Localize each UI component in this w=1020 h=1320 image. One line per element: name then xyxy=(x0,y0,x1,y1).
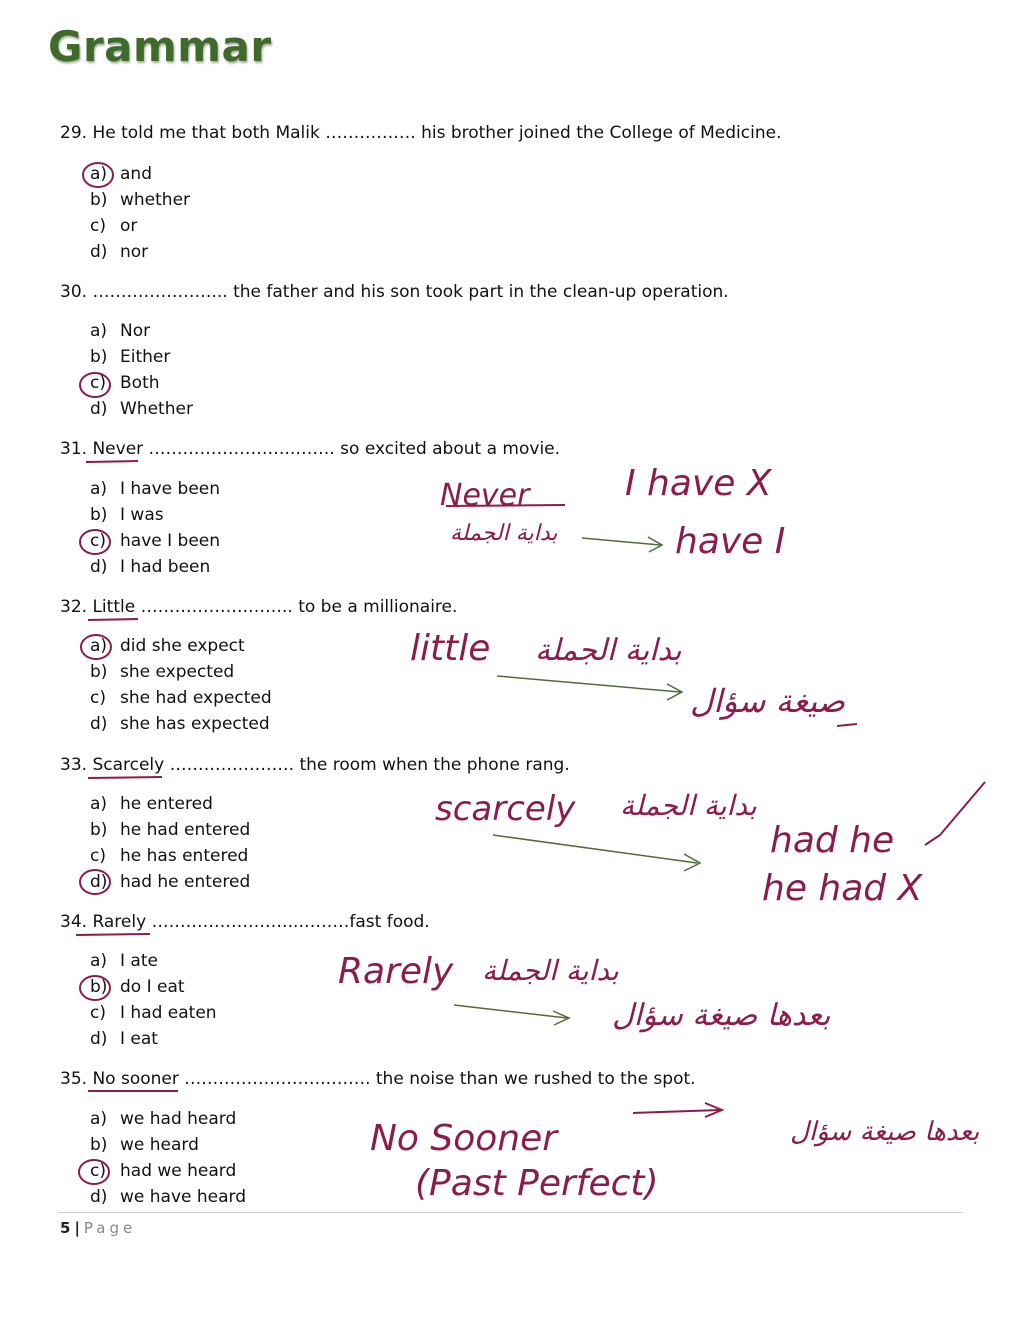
note-past-perfect: (Past Perfect) xyxy=(415,1163,659,1204)
option-d[interactable]: d) I eat xyxy=(90,1029,158,1049)
question-blank: ……………. xyxy=(319,123,422,143)
question-number: 31. xyxy=(60,439,88,459)
note-rarely: Rarely xyxy=(338,951,454,992)
arrow-line xyxy=(633,1103,722,1117)
question-post: so excited about a movie. xyxy=(340,439,561,459)
question-number: 29. xyxy=(60,123,88,143)
question-30 xyxy=(60,282,729,302)
options-34 xyxy=(90,948,217,1052)
arrow-line xyxy=(582,537,662,552)
question-pre: Rarely xyxy=(92,912,147,932)
note-he-had: he had X xyxy=(762,868,923,909)
question-post: fast food. xyxy=(349,912,430,932)
option-b[interactable]: b) do I eat xyxy=(90,977,185,997)
option-b[interactable]: b) we heard xyxy=(90,1135,199,1155)
option-b[interactable]: b) she expected xyxy=(90,662,235,682)
option-a[interactable]: a) he entered xyxy=(90,794,213,814)
note-arabic: بعدها صيغة سؤال xyxy=(790,1117,980,1147)
option-a[interactable]: a) did she expect xyxy=(90,636,245,656)
question-pre: Never xyxy=(92,439,144,459)
page-footer xyxy=(60,1219,136,1237)
options-35 xyxy=(90,1106,246,1210)
underline xyxy=(76,934,150,935)
note-arabic: صيغة سؤال xyxy=(690,682,846,720)
question-blank: …………………... xyxy=(92,282,234,302)
footer-separator: | xyxy=(74,1219,80,1237)
option-d[interactable]: d) nor xyxy=(90,242,149,262)
option-c[interactable]: c) I had eaten xyxy=(90,1003,217,1023)
arrow-line xyxy=(493,835,700,871)
question-number: 35. xyxy=(60,1069,88,1089)
underline xyxy=(86,461,138,462)
check-mark xyxy=(925,782,985,845)
note-arabic: بداية الجملة xyxy=(482,954,619,987)
option-d[interactable]: d) I had been xyxy=(90,557,211,577)
option-c[interactable]: c) have I been xyxy=(90,531,221,551)
option-a[interactable]: a) I have been xyxy=(90,479,221,499)
option-b[interactable]: b) whether xyxy=(90,190,191,210)
option-a[interactable]: a) I ate xyxy=(90,951,158,971)
question-33 xyxy=(60,755,570,775)
options-31 xyxy=(90,476,220,580)
question-blank: ……………….…….. xyxy=(135,597,299,617)
option-c[interactable]: c) or xyxy=(90,216,138,236)
question-post: the noise than we rushed to the spot. xyxy=(375,1069,696,1089)
question-blank: ……………………..……. xyxy=(178,1069,376,1089)
question-34 xyxy=(60,912,430,932)
note-no-sooner: No Sooner xyxy=(370,1118,558,1159)
options-29 xyxy=(90,161,190,265)
question-35 xyxy=(60,1069,696,1089)
question-pre: He told me that both Malik xyxy=(92,123,320,143)
question-pre: Scarcely xyxy=(92,755,165,775)
option-c[interactable]: c) she had expected xyxy=(90,688,272,708)
note-arabic: بداية الجملة xyxy=(620,789,757,822)
underline xyxy=(88,777,162,778)
underline xyxy=(446,505,565,506)
option-a[interactable]: a) we had heard xyxy=(90,1109,237,1129)
question-32 xyxy=(60,597,457,617)
question-blank: ……………………..……. xyxy=(143,439,341,459)
option-c[interactable]: c) Both xyxy=(90,373,160,393)
question-29 xyxy=(60,123,781,143)
footer-divider xyxy=(58,1212,963,1213)
question-number: 30. xyxy=(60,282,88,302)
underline xyxy=(88,619,138,620)
option-c[interactable]: c) had we heard xyxy=(90,1161,237,1181)
note-scarcely: scarcely xyxy=(435,789,576,829)
option-d[interactable]: d) we have heard xyxy=(90,1187,247,1207)
note-arabic: بداية الجملة xyxy=(535,633,682,668)
note-never: Never xyxy=(440,478,530,513)
page-number: 5 xyxy=(60,1219,71,1237)
question-post: to be a millionaire. xyxy=(298,597,458,617)
arrow-line xyxy=(497,676,682,700)
option-b[interactable]: b) Either xyxy=(90,347,171,367)
question-number: 34. xyxy=(60,912,88,932)
question-post: the room when the phone rang. xyxy=(299,755,570,775)
options-33 xyxy=(90,791,250,895)
question-number: 32. xyxy=(60,597,88,617)
question-pre: No sooner xyxy=(92,1069,179,1089)
option-a[interactable]: a) and xyxy=(90,164,152,184)
options-32 xyxy=(90,633,272,737)
options-30 xyxy=(90,318,193,422)
option-d[interactable]: d) she has expected xyxy=(90,714,270,734)
question-number: 33. xyxy=(60,755,88,775)
question-31 xyxy=(60,439,560,459)
option-a[interactable]: a) Nor xyxy=(90,321,151,341)
option-b[interactable]: b) I was xyxy=(90,505,164,525)
question-blank: ……………………..……… xyxy=(146,912,350,932)
page-label: Page xyxy=(83,1219,137,1237)
question-post: the father and his son took part in the clean-up operation. xyxy=(233,282,729,302)
note-i-have: I have X xyxy=(625,463,772,504)
note-little: little xyxy=(410,628,491,669)
note-had-he: had he xyxy=(770,820,895,861)
option-c[interactable]: c) he has entered xyxy=(90,846,249,866)
underline xyxy=(837,724,857,726)
option-d[interactable]: d) Whether xyxy=(90,399,193,419)
arrow-line xyxy=(454,1005,569,1025)
question-post: his brother joined the College of Medicine. xyxy=(421,123,782,143)
question-blank: …………………. xyxy=(164,755,300,775)
option-b[interactable]: b) he had entered xyxy=(90,820,251,840)
question-pre: Little xyxy=(92,597,136,617)
option-d[interactable]: d) had he entered xyxy=(90,872,251,892)
note-arabic: بداية الجملة xyxy=(450,521,558,546)
note-have-i: have I xyxy=(675,521,786,562)
page-title: Grammar xyxy=(48,22,272,71)
note-arabic: بعدها صيغة سؤال xyxy=(612,998,831,1033)
